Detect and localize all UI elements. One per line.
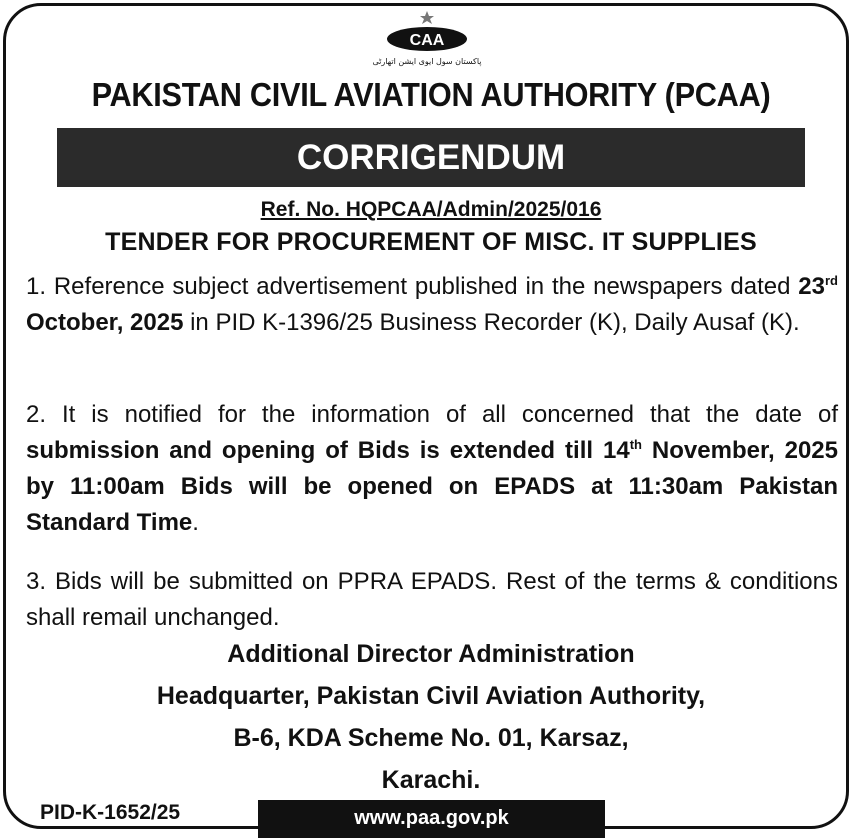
paragraph-1 [26,269,838,341]
p2-bold-a: submission and opening of Bids is extended till 14 [26,437,630,464]
paragraph-2 [26,397,838,541]
signature-address: B-6, KDA Scheme No. 01, Karsaz, [233,724,629,752]
p1-date-sup: rd [825,273,838,288]
p2-sup: th [629,437,642,452]
logo-text: CAA [409,32,445,49]
signature-designation: Additional Director Administration [227,640,635,668]
p2-bold-b: November, 2025 by 11:00am Bids will be opened on EPADS at 11:30am Pakistan Standard Time [26,437,838,536]
tender-title: TENDER FOR PROCUREMENT OF MISC. IT SUPPLIES [105,228,757,256]
caa-logo [372,10,482,72]
website-link[interactable]: www.paa.gov.pk [258,800,605,838]
pid-number: PID-K-1652/25 [40,801,181,824]
p1-tail: in PID K-1396/25 Business Recorder (K), Daily Ausaf (K). [183,309,800,336]
reference-number: Ref. No. HQPCAA/Admin/2025/016 [260,198,602,221]
logo-urdu-text: پاکستان سول ایوی ایشن اتھارٹی [372,57,482,66]
p1-lead: 1. Reference subject advertisement published in the newspapers dated [26,273,799,300]
signature-city: Karachi. [381,766,481,794]
corrigendum-banner: CORRIGENDUM [57,128,805,187]
star-icon [420,11,434,24]
p2-tail: . [192,509,199,536]
organization-title: PAKISTAN CIVIL AVIATION AUTHORITY (PCAA) [91,76,771,113]
paragraph-3: 3. Bids will be submitted on PPRA EPADS. Rest of the terms & conditions shall remail unchanged. [26,568,838,631]
p2-lead: 2. It is notified for the information of all concerned that the date of [26,401,838,428]
p1-date-rest: October, 2025 [26,309,184,336]
p1-date-day: 23 [798,273,825,300]
signature-office: Headquarter, Pakistan Civil Aviation Authority, [156,682,706,710]
